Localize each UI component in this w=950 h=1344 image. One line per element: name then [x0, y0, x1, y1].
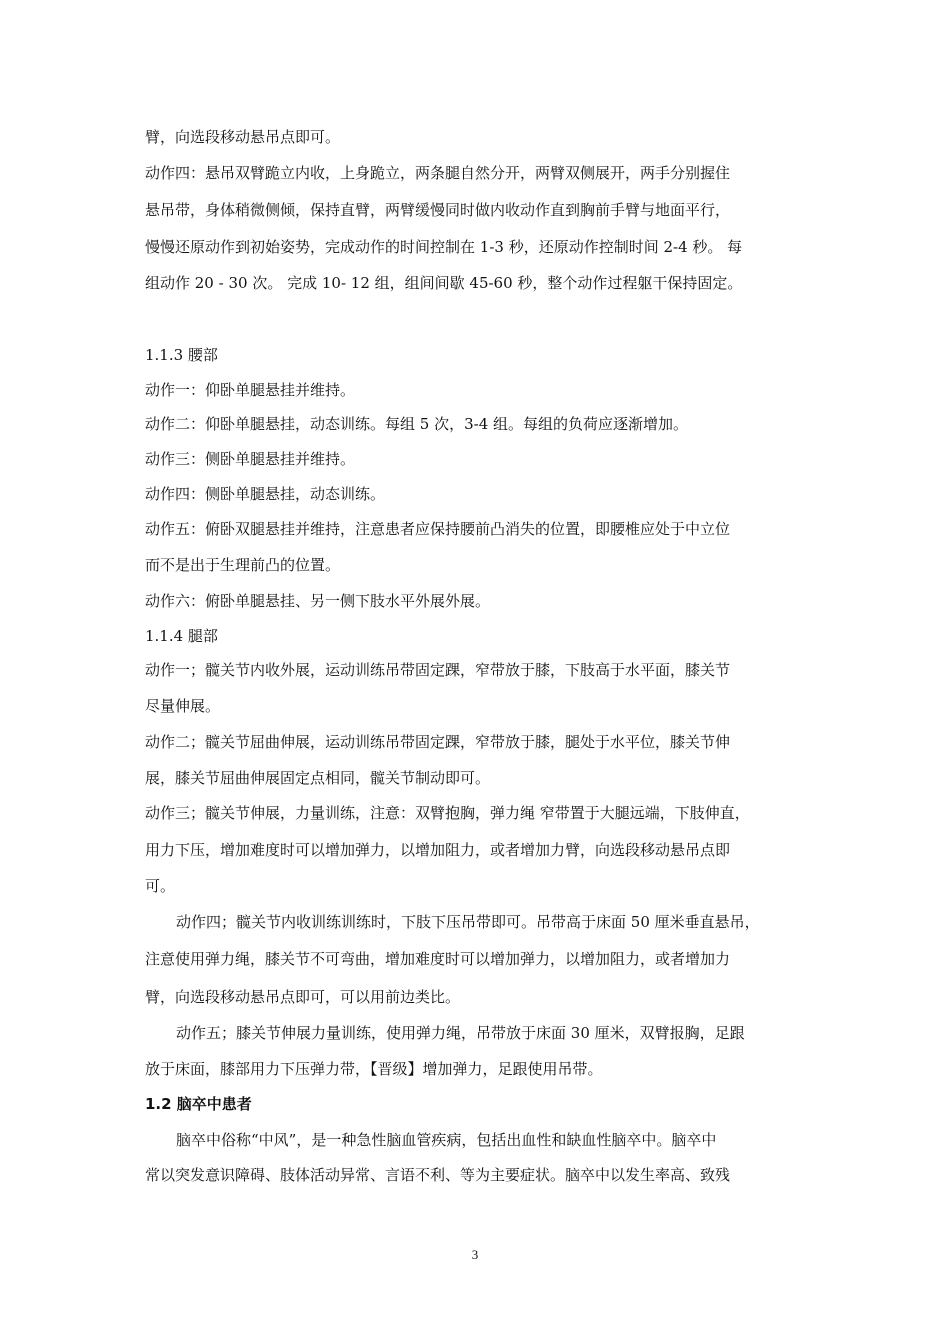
- section-heading: 1.1.3 腰部: [145, 346, 218, 364]
- text-line: 动作四；髋关节内收训练训练时，下肢下压吊带即可。吊带高于床面 50 厘米垂直悬吊，: [176, 913, 760, 931]
- text-line: 放于床面，膝部用力下压弹力带，【晋级】增加弹力，足跟使用吊带。: [145, 1060, 603, 1078]
- text-line: 动作三：侧卧单腿悬挂并维持。: [145, 450, 356, 468]
- section-heading-bold: 1.2 脑卒中患者: [145, 1095, 252, 1113]
- text-line: 尽量伸展。: [145, 697, 221, 715]
- text-line: 动作六：俯卧单腿悬挂、另一侧下肢水平外展外展。: [145, 592, 491, 610]
- section-heading: 1.1.4 腿部: [145, 627, 218, 645]
- text-line: 臂，向选段移动悬吊点即可，可以用前边类比。: [145, 988, 461, 1006]
- text-line: 臂，向选段移动悬吊点即可。: [145, 128, 341, 146]
- text-line: 动作五；膝关节伸展力量训练，使用弹力绳，吊带放于床面 30 厘米，双臂报胸，足跟: [176, 1024, 745, 1042]
- text-line: 动作二：仰卧单腿悬挂，动态训练。每组 5 次，3-4 组。每组的负荷应逐渐增加。: [145, 415, 689, 433]
- text-line: 注意使用弹力绳，膝关节不可弯曲，增加难度时可以增加弹力，以增加阻力，或者增加力: [145, 950, 731, 968]
- text-line: 动作三；髋关节伸展，力量训练，注意：双臂抱胸，弹力绳 窄带置于大腿远端，下肢伸直，: [145, 804, 750, 822]
- text-line: 慢慢还原动作到初始姿势，完成动作的时间控制在 1-3 秒，还原动作控制时间 2-4 秒。 每: [145, 238, 743, 256]
- text-line: 动作一：仰卧单腿悬挂并维持。: [145, 381, 356, 399]
- text-line: 动作四：侧卧单腿悬挂，动态训练。: [145, 485, 386, 503]
- text-line: 常以突发意识障碍、肢体活动异常、言语不利、等为主要症状。脑卒中以发生率高、致残: [145, 1166, 731, 1184]
- text-line: 展，膝关节屈曲伸展固定点相同，髋关节制动即可。: [145, 769, 491, 787]
- text-line: 悬吊带，身体稍微侧倾，保持直臂，两臂缓慢同时做内收动作直到胸前手臂与地面平行，: [145, 201, 731, 219]
- page-number: 3: [471, 1247, 479, 1262]
- text-line: 动作四：悬吊双臂跪立内收，上身跪立，两条腿自然分开，两臂双侧展开，两手分别握住: [145, 164, 731, 182]
- text-line: 而不是出于生理前凸的位置。: [145, 556, 341, 574]
- text-line: 用力下压，增加难度时可以增加弹力，以增加阻力，或者增加力臂，向选段移动悬吊点即: [145, 841, 731, 859]
- text-line: 动作二；髋关节屈曲伸展，运动训练吊带固定踝，窄带放于膝，腿处于水平位，膝关节伸: [145, 733, 731, 751]
- text-line: 可。: [145, 877, 176, 895]
- text-line: 组动作 20 - 30 次。 完成 10- 12 组，组间间歇 45-60 秒，整个动作过程躯干保持固定。: [145, 274, 743, 292]
- text-line: 动作一；髋关节内收外展，运动训练吊带固定踝，窄带放于膝，下肢高于水平面，膝关节: [145, 661, 731, 679]
- text-line: 动作五：俯卧双腿悬挂并维持，注意患者应保持腰前凸消失的位置，即腰椎应处于中立位: [145, 520, 731, 538]
- text-line: 脑卒中俗称“中风”，是一种急性脑血管疾病，包括出血性和缺血性脑卒中。脑卒中: [176, 1131, 717, 1149]
